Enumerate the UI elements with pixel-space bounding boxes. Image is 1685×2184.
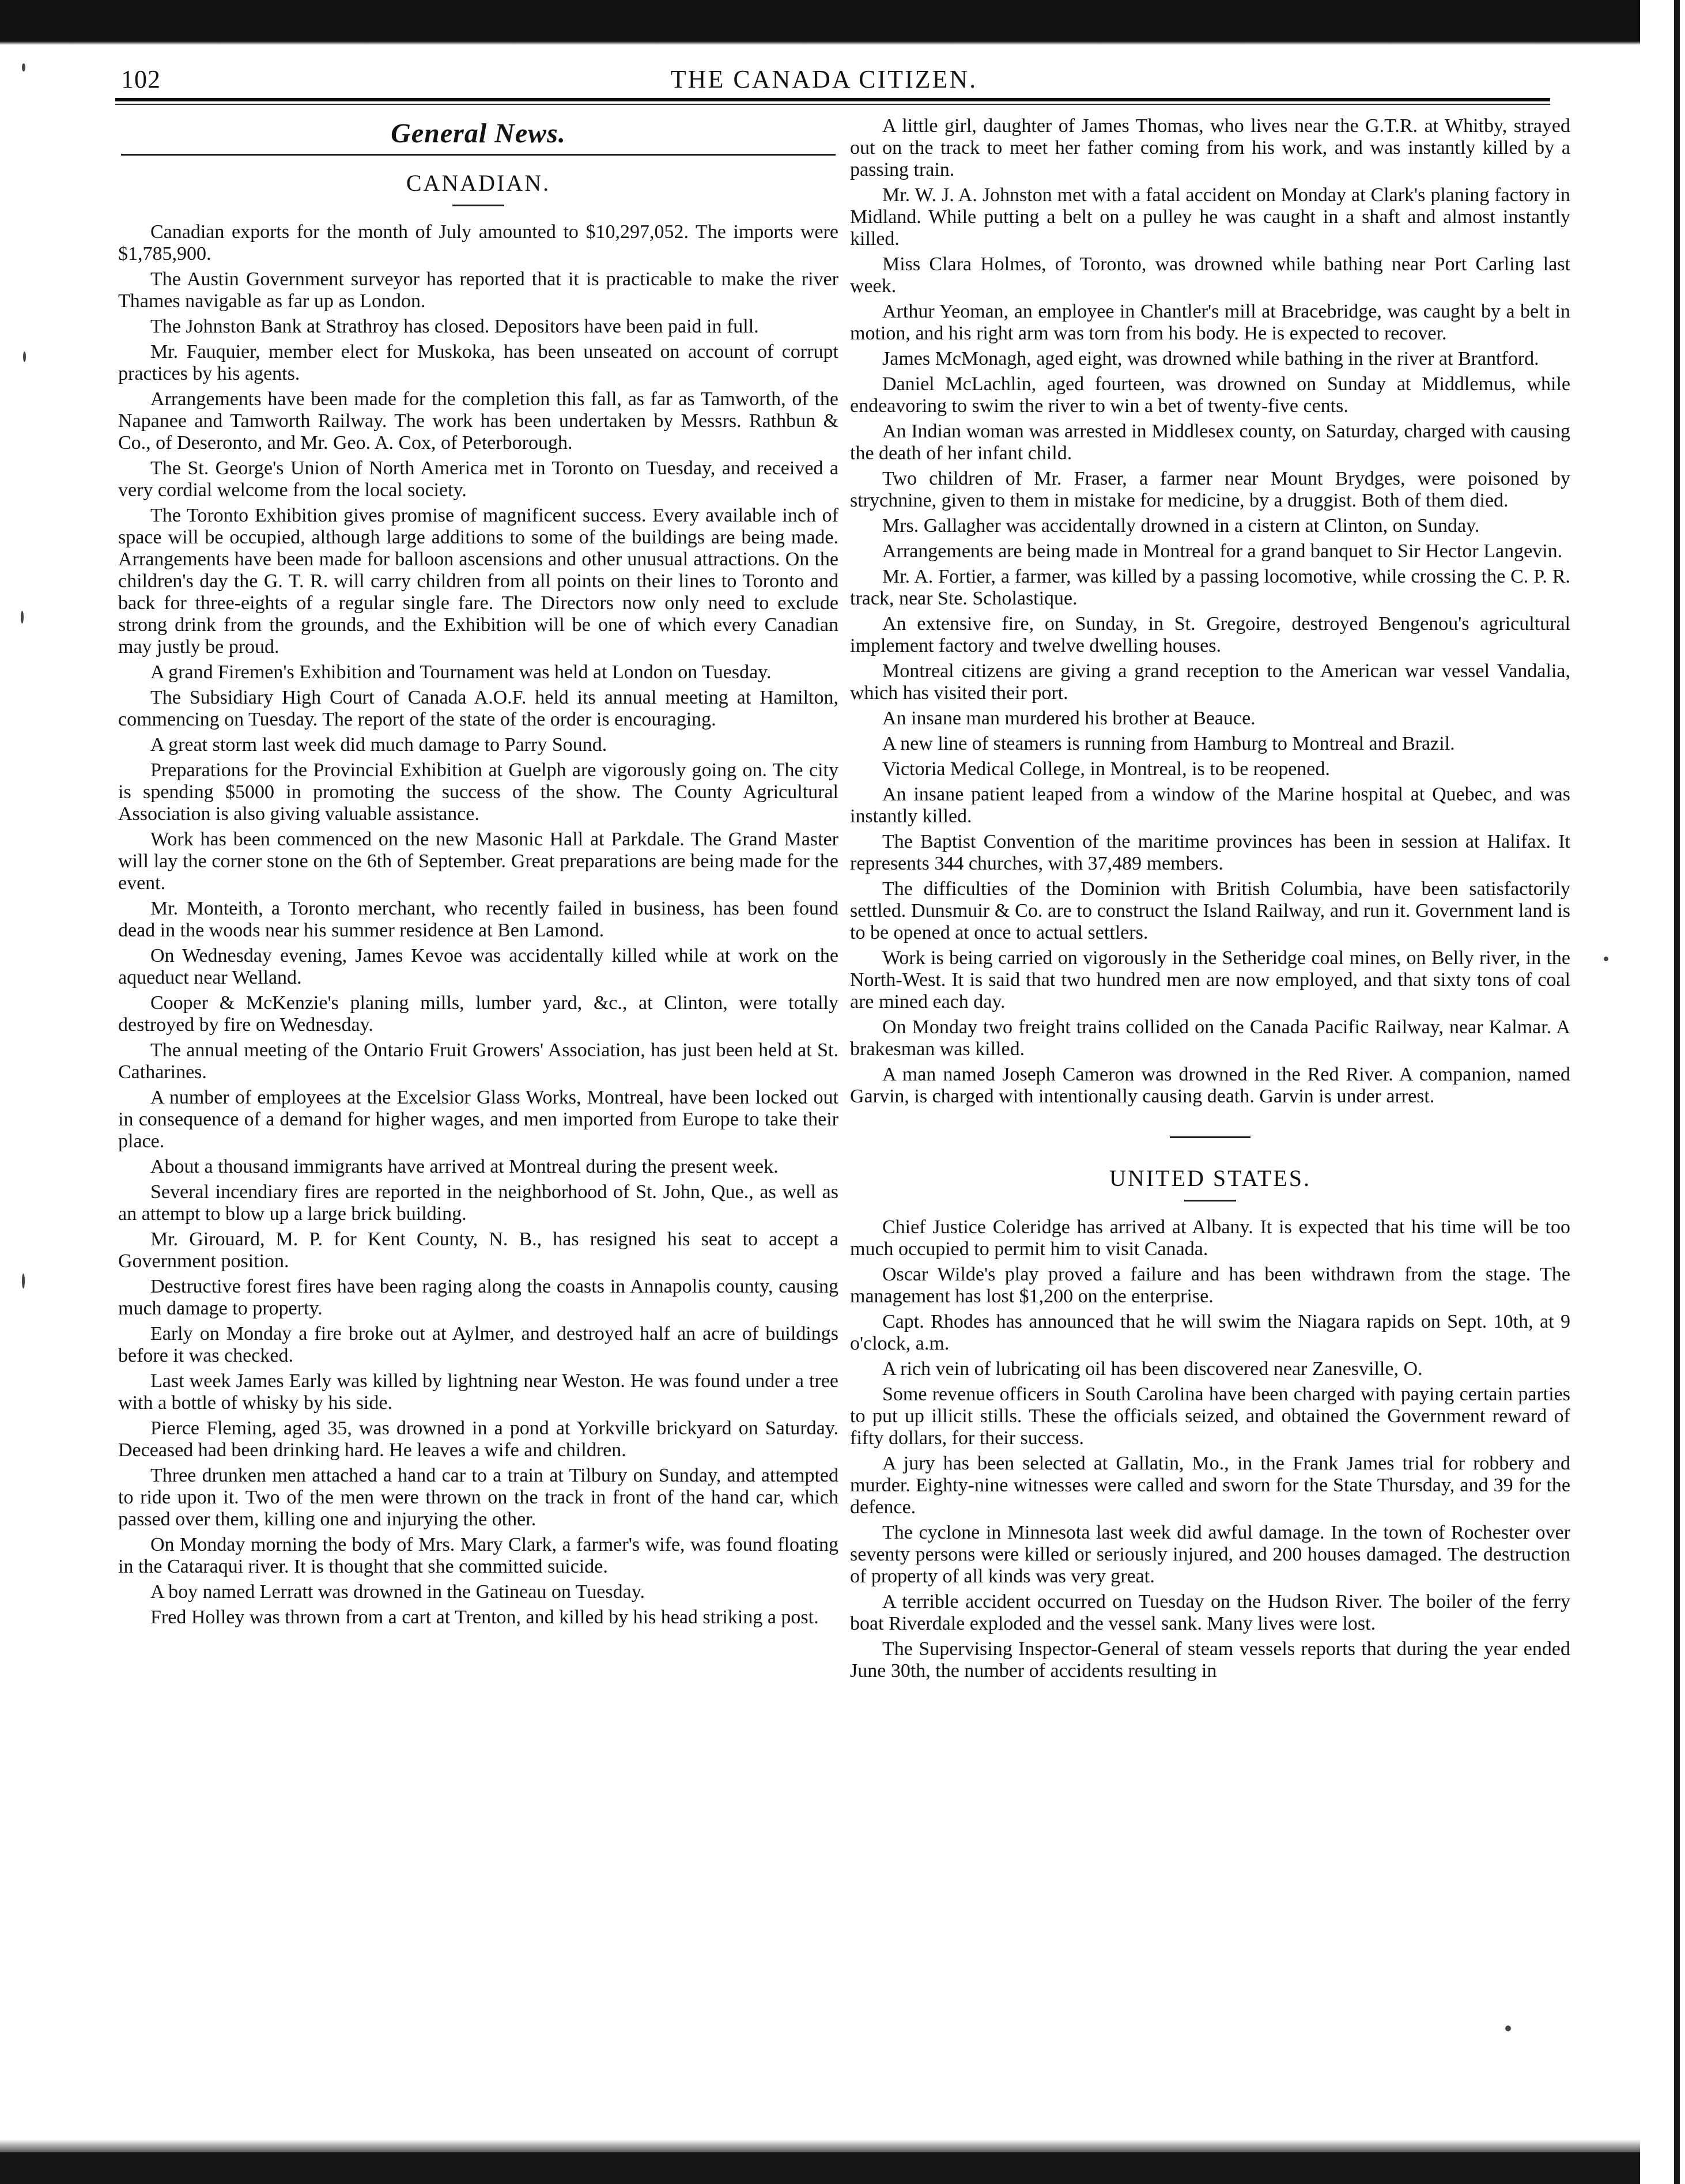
scan-border-bottom xyxy=(0,2152,1685,2184)
news-item: Mrs. Gallagher was accidentally drowned in a cistern at Clinton, on Sunday. xyxy=(882,515,1480,536)
scan-speck xyxy=(22,1274,25,1289)
scan-border-bottom-shadow xyxy=(0,2139,1685,2152)
news-item: Mr. Girouard, M. P. for Kent County, N. B., has resigned his seat to accept a Government position. xyxy=(118,1229,838,1272)
right-column xyxy=(850,115,1570,2098)
news-item: About a thousand immigrants have arrived at Montreal during the present week. xyxy=(150,1156,779,1177)
news-item: The St. George's Union of North America met in Toronto on Tuesday, and received a very cordial welcome from the local society. xyxy=(118,458,838,501)
subsection-title-united-states: UNITED STATES. xyxy=(1109,1165,1311,1191)
news-item: Early on Monday a fire broke out at Aylmer, and destroyed half an acre of buildings before it was checked. xyxy=(118,1323,838,1366)
news-item: Chief Justice Coleridge has arrived at Albany. It is expected that his time will be too much occupied to permit him to visit Canada. xyxy=(850,1216,1570,1260)
section-heading: General News. xyxy=(391,118,566,149)
news-item: Several incendiary fires are reported in the neighborhood of St. John, Que., as well as an attempt to blow up a large brick building. xyxy=(118,1181,838,1225)
short-rule xyxy=(1184,1200,1236,1201)
short-rule xyxy=(452,205,504,206)
news-item: The Baptist Convention of the maritime provinces has been in session at Halifax. It represents 344 churches, with 37,489 members. xyxy=(850,831,1570,874)
news-item: A grand Firemen's Exhibition and Tournament was held at London on Tuesday. xyxy=(150,662,772,683)
news-item: Arrangements are being made in Montreal for a grand banquet to Sir Hector Langevin. xyxy=(882,541,1563,562)
news-item: Fred Holley was thrown from a cart at Trenton, and killed by his head striking a post. xyxy=(150,1607,819,1628)
news-item: A great storm last week did much damage to Parry Sound. xyxy=(150,734,607,755)
news-item: The difficulties of the Dominion with British Columbia, have been satisfactorily settled. Dunsmuir & Co. are to construct the Island Railway, and run it. Government land is to be opened at once to actual settlers. xyxy=(850,878,1570,943)
news-item: Destructive forest fires have been raging along the coasts in Annapolis county, causing much damage to property. xyxy=(118,1276,838,1319)
united-states-news-list xyxy=(850,1216,1570,1682)
scan-border-right xyxy=(1674,0,1680,2184)
scan-border-top xyxy=(0,0,1685,41)
news-item: Pierce Fleming, aged 35, was drowned in a pond at Yorkville brickyard on Saturday. Deceased had been drinking hard. He leaves a wife and children. xyxy=(118,1418,838,1461)
section-divider xyxy=(1170,1136,1250,1138)
news-item: The Supervising Inspector-General of steam vessels reports that during the year ended June 30th, the number of accidents resulting in xyxy=(850,1638,1570,1682)
header-rule xyxy=(115,98,1550,101)
news-item: An insane man murdered his brother at Beauce. xyxy=(882,708,1256,729)
news-item: Mr. Monteith, a Toronto merchant, who recently failed in business, has been found dead in the woods near his summer residence at Ben Lamond. xyxy=(118,898,838,941)
news-item: Capt. Rhodes has announced that he will swim the Niagara rapids on Sept. 10th, at 9 o'clock, a.m. xyxy=(850,1311,1570,1354)
news-item: An insane patient leaped from a window of the Marine hospital at Quebec, and was instantly killed. xyxy=(850,784,1570,827)
scan-speck xyxy=(1604,957,1608,961)
news-item: The Toronto Exhibition gives promise of magnificent success. Every available inch of space will be occupied, although large additions to some of the buildings are being made. Arrangements have been made for balloon ascensions and other unusual attractions. On the children's day the G. T. R. will carry children from all points on their lines to Toronto and back for three-eights of a regular single fare. The Directors now only need to exclude strong drink from the grounds, and the Exhibition will be one of which every Canadian may justly be proud. xyxy=(118,505,838,658)
news-item: The Johnston Bank at Strathroy has closed. Depositors have been paid in full. xyxy=(150,316,759,337)
left-column xyxy=(118,115,838,2098)
news-item: Canadian exports for the month of July amounted to $10,297,052. The imports were $1,785,900. xyxy=(118,221,838,265)
subsection-title-canadian: CANADIAN. xyxy=(406,170,551,196)
news-item: Daniel McLachlin, aged fourteen, was drowned on Sunday at Middlemus, while endeavoring to swim the river to win a bet of twenty-five cents. xyxy=(850,373,1570,417)
news-item: Two children of Mr. Fraser, a farmer near Mount Brydges, were poisoned by strychnine, given to them in mistake for medicine, by a druggist. Both of them died. xyxy=(850,468,1570,511)
canadian-news-continued xyxy=(850,115,1570,1108)
news-item: Victoria Medical College, in Montreal, is to be reopened. xyxy=(882,758,1330,780)
news-item: On Monday morning the body of Mrs. Mary Clark, a farmer's wife, was found floating in the Cataraqui river. It is thought that she committed suicide. xyxy=(118,1534,838,1577)
news-item: Work has been commenced on the new Masonic Hall at Parkdale. The Grand Master will lay the corner stone on the 6th of September. Great preparations are being made for the event. xyxy=(118,829,838,894)
scan-speck xyxy=(22,63,25,71)
news-item: A boy named Lerratt was drowned in the Gatineau on Tuesday. xyxy=(150,1581,645,1603)
header-rule-thin xyxy=(115,104,1550,105)
news-item: Oscar Wilde's play proved a failure and has been withdrawn from the stage. The management has lost $1,200 on the enterprise. xyxy=(850,1264,1570,1307)
news-item: A number of employees at the Excelsior Glass Works, Montreal, have been locked out in consequence of a demand for higher wages, and men imported from Europe to take their place. xyxy=(118,1087,838,1152)
canadian-news-list xyxy=(118,221,838,1628)
news-item: The annual meeting of the Ontario Fruit Growers' Association, has just been held at St. Catharines. xyxy=(118,1040,838,1083)
news-item: A new line of steamers is running from Hamburg to Montreal and Brazil. xyxy=(882,733,1455,754)
news-item: Three drunken men attached a hand car to a train at Tilbury on Sunday, and attempted to ride upon it. Two of the men were thrown on the track in front of the hand car, which passed over them, killing one and injurying the other. xyxy=(118,1465,838,1530)
news-item: A terrible accident occurred on Tuesday on the Hudson River. The boiler of the ferry boat Riverdale exploded and the vessel sank. Many lives were lost. xyxy=(850,1591,1570,1634)
news-item: Last week James Early was killed by lightning near Weston. He was found under a tree with a bottle of whisky by his side. xyxy=(118,1370,838,1414)
news-item: The Subsidiary High Court of Canada A.O.F. held its annual meeting at Hamilton, commencing on Tuesday. The report of the state of the order is encouraging. xyxy=(118,687,838,730)
news-item: Montreal citizens are giving a grand reception to the American war vessel Vandalia, which has visited their port. xyxy=(850,660,1570,704)
journal-title: THE CANADA CITIZEN. xyxy=(670,65,978,93)
news-item: An Indian woman was arrested in Middlesex county, on Saturday, charged with causing the death of her infant child. xyxy=(850,421,1570,464)
news-item: A jury has been selected at Gallatin, Mo., in the Frank James trial for robbery and murder. Eighty-nine witnesses were called and sworn for the State Thursday, and 39 for the defence. xyxy=(850,1453,1570,1518)
news-item: Mr. A. Fortier, a farmer, was killed by a passing locomotive, while crossing the C. P. R. track, near Ste. Scholastique. xyxy=(850,566,1570,609)
news-item: Preparations for the Provincial Exhibition at Guelph are vigorously going on. The city is spending $5000 in promoting the success of the show. The County Agricultural Association is also giving valuable assistance. xyxy=(118,760,838,825)
news-item: On Wednesday evening, James Kevoe was accidentally killed while at work on the aqueduct near Welland. xyxy=(118,945,838,988)
news-item: James McMonagh, aged eight, was drowned while bathing in the river at Brantford. xyxy=(882,348,1539,369)
news-item: A man named Joseph Cameron was drowned in the Red River. A companion, named Garvin, is charged with intentionally causing death. Garvin is under arrest. xyxy=(850,1064,1570,1107)
news-item: A little girl, daughter of James Thomas, who lives near the G.T.R. at Whitby, strayed out on the track to meet her father coming from his work, and was instantly killed by a passing train. xyxy=(850,115,1570,180)
news-item: Arrangements have been made for the completion this fall, as far as Tamworth, of the Napanee and Tamworth Railway. The work has been undertaken by Messrs. Rathbun & Co., of Deseronto, and Mr. Geo. A. Cox, of Peterborough. xyxy=(118,388,838,454)
scan-speck xyxy=(21,611,24,624)
scan-speck xyxy=(23,352,26,362)
running-head xyxy=(86,65,1562,97)
news-item: Work is being carried on vigorously in the Setheridge coal mines, on Belly river, in the North-West. It is said that two hundred men are now employed, and that sixty tons of coal are mined each day. xyxy=(850,947,1570,1012)
news-item: A rich vein of lubricating oil has been discovered near Zanesville, O. xyxy=(882,1358,1423,1380)
scan-border-top-shadow xyxy=(0,41,1685,45)
news-item: The cyclone in Minnesota last week did awful damage. In the town of Rochester over seventy persons were killed or seriously injured, and 200 houses damaged. The destruction of property of all kinds was very great. xyxy=(850,1522,1570,1587)
page-number: 102 xyxy=(121,65,161,93)
news-item: The Austin Government surveyor has reported that it is practicable to make the river Thames navigable as far up as London. xyxy=(118,269,838,312)
news-item: Mr. Fauquier, member elect for Muskoka, has been unseated on account of corrupt practices by his agents. xyxy=(118,341,838,384)
news-item: Miss Clara Holmes, of Toronto, was drowned while bathing near Port Carling last week. xyxy=(850,254,1570,297)
section-rule xyxy=(121,154,836,156)
news-item: An extensive fire, on Sunday, in St. Gregoire, destroyed Bengenou's agricultural implement factory and twelve dwelling houses. xyxy=(850,613,1570,656)
news-item: Mr. W. J. A. Johnston met with a fatal accident on Monday at Clark's planing factory in Midland. While putting a belt on a pulley he was caught in a shaft and almost instantly killed. xyxy=(850,184,1570,250)
news-item: On Monday two freight trains collided on the Canada Pacific Railway, near Kalmar. A brakesman was killed. xyxy=(850,1017,1570,1060)
news-item: Cooper & McKenzie's planing mills, lumber yard, &c., at Clinton, were totally destroyed by fire on Wednesday. xyxy=(118,992,838,1036)
news-item: Arthur Yeoman, an employee in Chantler's mill at Bracebridge, was caught by a belt in motion, and his right arm was torn from his body. He is expected to recover. xyxy=(850,301,1570,344)
news-item: Some revenue officers in South Carolina have been charged with paying certain parties to put up illicit stills. These the officials seized, and obtained the Government reward of fifty dollars, for their success. xyxy=(850,1384,1570,1449)
